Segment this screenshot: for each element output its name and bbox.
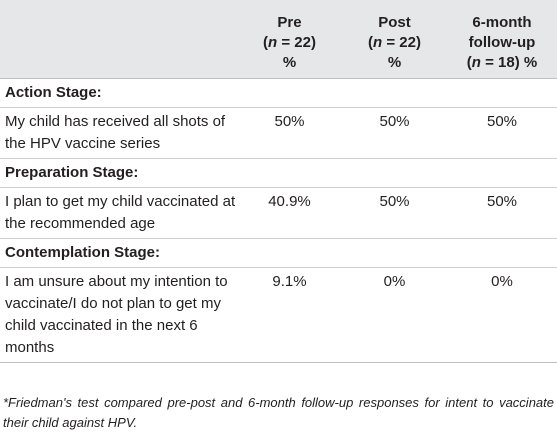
header-post-title: Post [378, 14, 411, 31]
value-cell-pre [237, 268, 342, 363]
item-cell [0, 108, 237, 159]
header-row [0, 0, 557, 79]
table-header [0, 0, 557, 79]
value-cell-followup [447, 108, 557, 159]
header-cell-empty [0, 0, 237, 79]
item-text: My child has received all shots of the HPV vaccine series [5, 113, 226, 152]
table-row [0, 188, 557, 239]
header-cell-post [342, 0, 447, 79]
stage-label: Action Stage: [5, 84, 102, 101]
header-pre-n: (n = 22) [263, 34, 316, 51]
table-row [0, 268, 557, 363]
value-cell-followup [447, 268, 557, 363]
table-row [0, 108, 557, 159]
stage-label: Preparation Stage: [5, 164, 139, 181]
stage-row-preparation [0, 159, 557, 188]
item-cell [0, 188, 237, 239]
header-pre-title: Pre [277, 14, 302, 31]
header-post-n: (n = 22) [368, 34, 421, 51]
stage-cell [0, 159, 557, 188]
value-cell-followup [447, 188, 557, 239]
value-post: 50% [379, 113, 410, 130]
value-pre: 40.9% [268, 193, 311, 210]
value-cell-post [342, 268, 447, 363]
stage-cell [0, 79, 557, 108]
value-cell-post [342, 188, 447, 239]
stage-cell [0, 239, 557, 268]
value-cell-pre [237, 188, 342, 239]
value-cell-post [342, 108, 447, 159]
stage-row-contemplation [0, 239, 557, 268]
item-text: I plan to get my child vaccinated at the recommended age [5, 193, 236, 232]
header-post-pct: % [387, 54, 402, 71]
header-cell-pre [237, 0, 342, 79]
value-pre: 50% [274, 113, 305, 130]
value-pre: 9.1% [272, 273, 307, 290]
value-post: 0% [383, 273, 406, 290]
header-followup-title: 6-month [472, 14, 532, 31]
item-cell [0, 268, 237, 363]
value-followup: 50% [486, 113, 518, 130]
stage-label: Contemplation Stage: [5, 244, 161, 261]
header-cell-followup [447, 0, 557, 79]
stage-row-action [0, 79, 557, 108]
header-followup-n: (n = 18) % [466, 54, 538, 71]
value-followup: 50% [486, 193, 518, 210]
table-body [0, 79, 557, 363]
header-pre-pct: % [282, 54, 297, 71]
value-followup: 0% [491, 273, 513, 290]
item-text: I am unsure about my intention to vaccinate/I do not plan to get my child vaccinated in the next 6 months [5, 273, 228, 356]
table-footnote: *Friedman's test compared pre-post and 6-month follow-up responses for intent to vaccinate their child against HPV. [3, 395, 554, 430]
header-followup-title2: follow-up [468, 34, 536, 51]
value-post: 50% [379, 193, 410, 210]
value-cell-pre [237, 108, 342, 159]
